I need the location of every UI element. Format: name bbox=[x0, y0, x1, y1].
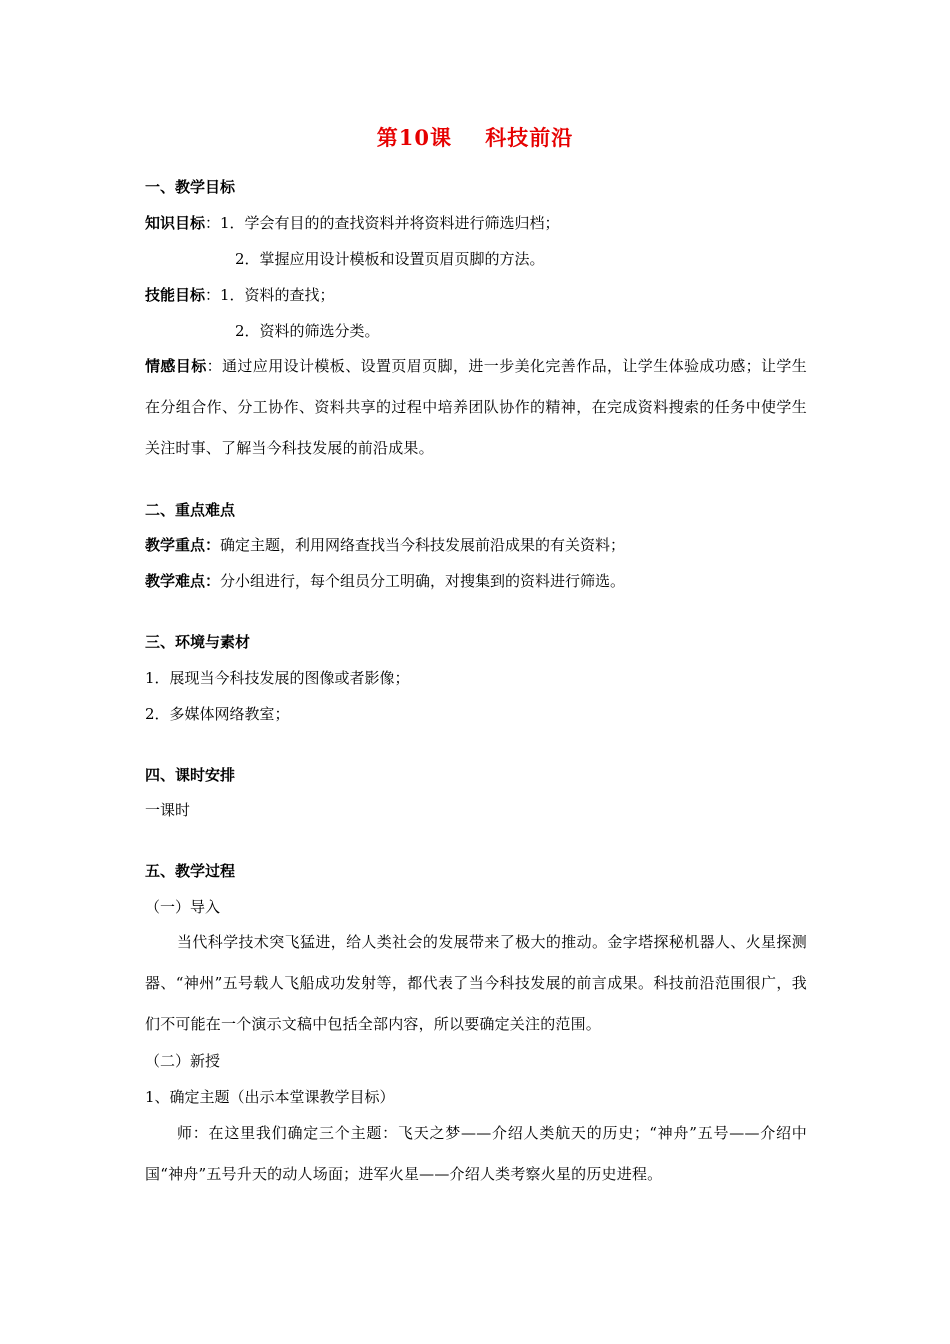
schedule-text: 一课时 bbox=[145, 801, 191, 819]
subsection-intro: （一）导入 bbox=[145, 898, 221, 916]
skill-goal-text-1: ：1．资料的查找； bbox=[205, 286, 335, 304]
emotion-goal-text: ：通过应用设计模板、设置页眉页脚，进一步美化完善作品，让学生体验成功感；让学生在分组合作、分工协作、资料共享的过程中培养团队协作的精神，在完成资料搜索的任务中使学生关注时事、了解当今科技发展的前沿成果。 bbox=[145, 357, 807, 457]
emotion-goal bbox=[145, 346, 807, 469]
skill-goal-label: 技能目标 bbox=[145, 286, 206, 304]
knowledge-goal-text-1: ：1．学会有目的的查找资料并将资料进行筛选归档； bbox=[205, 214, 560, 232]
teacher-paragraph: 师：在这里我们确定三个主题：飞天之梦——介绍人类航天的历史；“神舟”五号——介绍中国“神舟”五号升天的动人场面；进军火星——介绍人类考察火星的历史进程。 bbox=[145, 1124, 807, 1183]
knowledge-goal-2: 2．掌握应用设计模板和设置页眉页脚的方法。 bbox=[235, 250, 545, 268]
subsection-new-lesson: （二）新授 bbox=[145, 1052, 221, 1070]
difficult-point-text: 分小组进行，每个组员分工明确，对搜集到的资料进行筛选。 bbox=[220, 572, 626, 590]
knowledge-goal-label: 知识目标 bbox=[145, 214, 206, 232]
key-point-text: 确定主题，利用网络查找当今科技发展前沿成果的有关资料； bbox=[220, 536, 626, 554]
section-heading-schedule: 四、课时安排 bbox=[145, 766, 236, 784]
knowledge-goal-1 bbox=[145, 213, 560, 233]
skill-goal-1 bbox=[145, 285, 335, 305]
difficult-point bbox=[145, 571, 625, 591]
section-heading-key-points: 二、重点难点 bbox=[145, 501, 236, 519]
step-1: 1、确定主题（出示本堂课教学目标） bbox=[145, 1088, 395, 1106]
material-item-1: 1．展现当今科技发展的图像或者影像； bbox=[145, 669, 410, 687]
difficult-point-label: 教学难点： bbox=[145, 572, 221, 590]
section-heading-process: 五、教学过程 bbox=[145, 862, 236, 880]
intro-paragraph: 当代科学技术突飞猛进，给人类社会的发展带来了极大的推动。金字塔探秘机器人、火星探测器、“神州”五号载人飞船成功发射等，都代表了当今科技发展的前言成果。科技前沿范围很广，我们不可能在一个演示文稿中包括全部内容，所以要确定关注的范围。 bbox=[145, 933, 807, 1033]
section-heading-environment: 三、环境与素材 bbox=[145, 633, 251, 651]
page-title: 第10课 科技前沿 bbox=[376, 125, 574, 150]
material-item-2: 2．多媒体网络教室； bbox=[145, 705, 290, 723]
key-point bbox=[145, 535, 625, 555]
skill-goal-2: 2．资料的筛选分类。 bbox=[235, 322, 380, 340]
key-point-label: 教学重点： bbox=[145, 536, 221, 554]
section-heading-objectives: 一、教学目标 bbox=[145, 178, 236, 196]
emotion-goal-label: 情感目标 bbox=[145, 357, 207, 375]
